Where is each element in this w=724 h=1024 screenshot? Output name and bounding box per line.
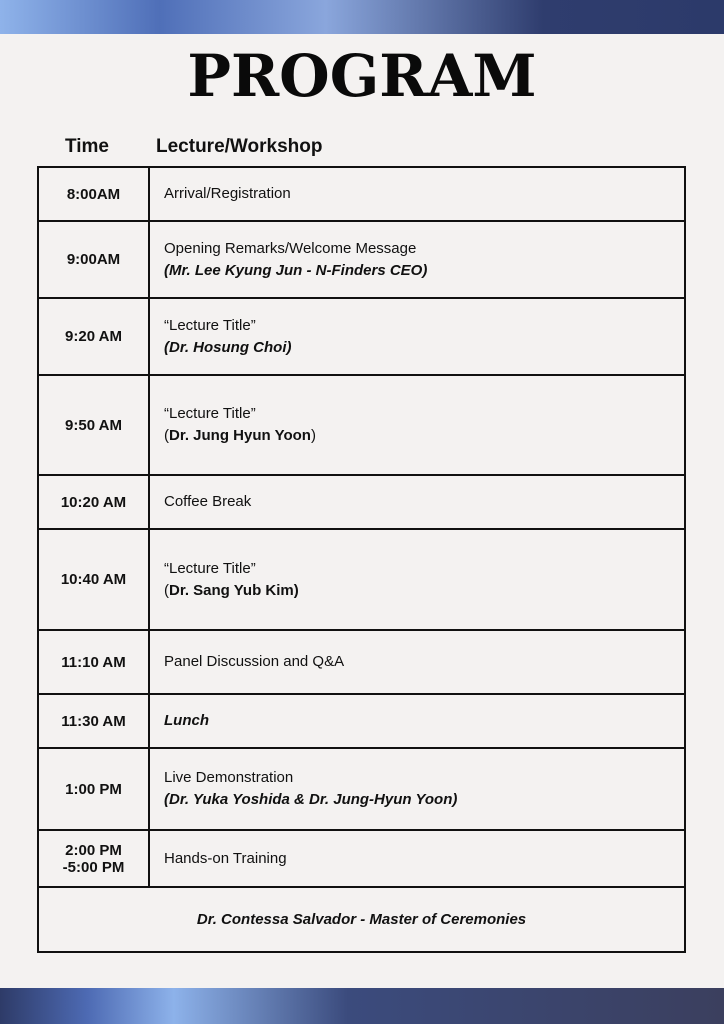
- table-row: [38, 529, 685, 630]
- activity-cell: [149, 529, 685, 630]
- column-header-time: Time: [65, 136, 110, 157]
- activity-title: Lunch: [164, 712, 209, 729]
- activity-title: Opening Remarks/Welcome Message: [164, 239, 417, 257]
- speaker-name: Dr. Sang Yub Kim): [169, 581, 299, 599]
- paren-close: ): [310, 427, 316, 444]
- time-end: -5:00 PM: [62, 858, 125, 876]
- time-cell: 1:00 PM: [38, 748, 149, 830]
- activity-title: Hands-on Training: [164, 849, 287, 867]
- activity-title: “Lecture Title”: [164, 405, 256, 422]
- table-row: [38, 748, 685, 830]
- table-row: [38, 830, 685, 887]
- time-cell: 9:20 AM: [38, 298, 149, 375]
- speaker-name: (Mr. Lee Kyung Jun - N-Finders CEO): [164, 261, 428, 279]
- time-cell: 11:10 AM: [38, 630, 149, 694]
- activity-cell: [149, 298, 685, 375]
- activity-title: “Lecture Title”: [164, 316, 256, 334]
- activity-title: Coffee Break: [164, 493, 252, 510]
- activity-cell: [149, 375, 685, 475]
- speaker-name: (Dr. Yuka Yoshida & Dr. Jung-Hyun Yoon): [164, 791, 458, 808]
- speaker-name: Dr. Jung Hyun Yoon: [169, 427, 311, 444]
- activity-cell: [149, 694, 685, 748]
- table-row: [38, 221, 685, 298]
- master-of-ceremonies: Dr. Contessa Salvador - Master of Ceremonies: [38, 887, 685, 952]
- time-cell: [38, 830, 149, 887]
- activity-cell: [149, 221, 685, 298]
- schedule-table: [37, 166, 686, 953]
- table-row: [38, 375, 685, 475]
- table-row: [38, 694, 685, 748]
- speaker-line: [164, 425, 684, 447]
- page-title: PROGRAM: [187, 42, 537, 110]
- activity-cell: [149, 630, 685, 694]
- time-cell: 9:50 AM: [38, 375, 149, 475]
- time-cell: 9:00AM: [38, 221, 149, 298]
- time-cell: 10:40 AM: [38, 529, 149, 630]
- column-header-lecture: Lecture/Workshop: [156, 136, 323, 157]
- time-cell: 10:20 AM: [38, 475, 149, 529]
- speaker-name: (Dr. Hosung Choi): [164, 338, 292, 356]
- table-row: [38, 298, 685, 375]
- top-gradient-band: [0, 0, 724, 34]
- paren-open: (: [164, 581, 169, 599]
- paren-open: (: [164, 427, 169, 444]
- activity-cell: [149, 167, 685, 221]
- bottom-gradient-band: [0, 988, 724, 1024]
- table-row: [38, 475, 685, 529]
- activity-title: Live Demonstration: [164, 769, 294, 786]
- speaker-line: [164, 580, 684, 602]
- activity-title: Arrival/Registration: [164, 185, 291, 202]
- activity-cell: [149, 830, 685, 887]
- activity-cell: [149, 748, 685, 830]
- time-cell: 11:30 AM: [38, 694, 149, 748]
- time-cell: 8:00AM: [38, 167, 149, 221]
- activity-cell: [149, 475, 685, 529]
- table-row: [38, 630, 685, 694]
- activity-title: “Lecture Title”: [164, 559, 256, 577]
- table-row: [38, 167, 685, 221]
- time-start: 2:00 PM: [65, 841, 122, 859]
- footer-row: [38, 887, 685, 952]
- activity-title: Panel Discussion and Q&A: [164, 653, 345, 670]
